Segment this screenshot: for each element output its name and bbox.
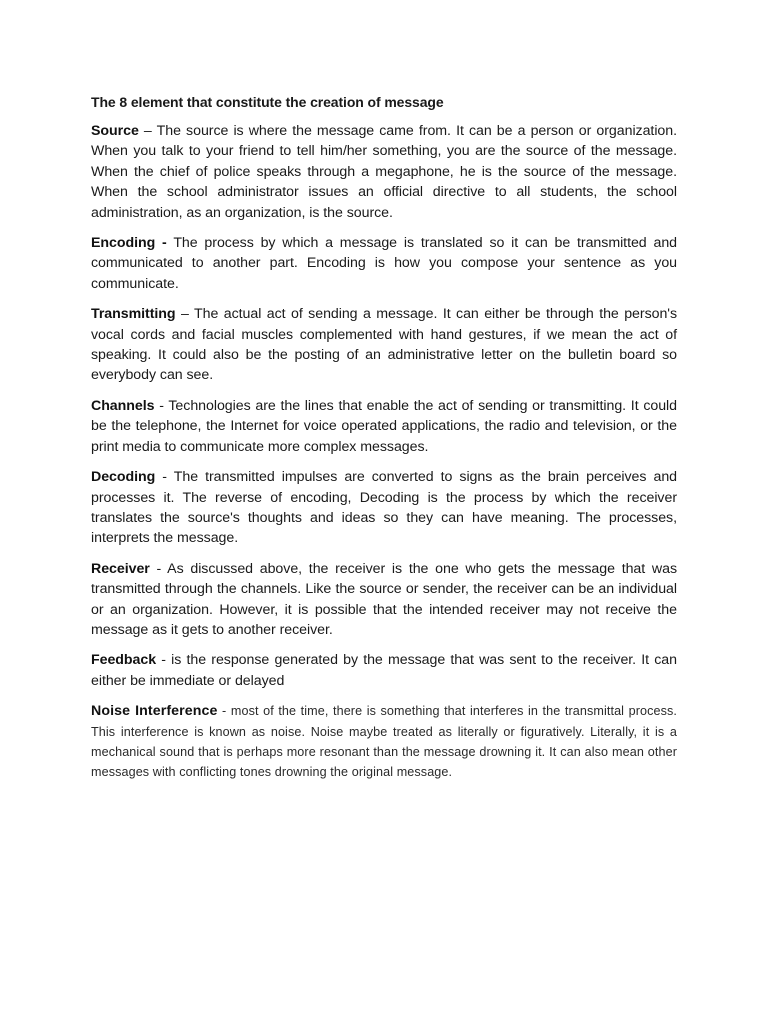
separator: - [217, 704, 231, 719]
paragraph-receiver [91, 559, 677, 641]
paragraph-transmitting [91, 304, 677, 386]
separator: - [154, 397, 169, 414]
paragraph-decoding [91, 467, 677, 549]
separator: – [138, 123, 157, 139]
paragraph-feedback [91, 650, 677, 691]
separator: - [149, 560, 168, 577]
term-noise-interference: Noise Interference [91, 703, 218, 720]
paragraph-text: is the response generated by the message that was sent to the receiver. It can either be immediate or delayed [91, 652, 677, 689]
separator: - [155, 469, 174, 486]
term-encoding: Encoding - [91, 235, 167, 252]
paragraph-text: The transmitted impulses are converted to signs as the brain perceives and processes it. The reverse of encoding, Decoding is the process by which the receiver translates the source's thoughts and ideas so they can have meaning. The processes, interprets the message. [91, 469, 677, 547]
term-receiver: Receiver [91, 560, 150, 577]
paragraph-text: The actual act of sending a message. It can either be through the person's vocal cords and facial muscles complemented with hand gestures, if we mean the act of speaking. It could also be the posting of an administrative letter on the bulletin board so everybody can see. [91, 306, 677, 384]
separator: – [175, 306, 195, 323]
term-channels: Channels [91, 397, 155, 414]
term-feedback: Feedback [91, 652, 157, 669]
paragraph-text: The process by which a message is translated so it can be transmitted and communicated to another part. Encoding is how you compose your sentence as you communicate. [91, 235, 677, 292]
term-transmitting: Transmitting [91, 306, 176, 323]
paragraph-encoding [91, 233, 677, 294]
document-page [91, 92, 677, 793]
separator: - [156, 652, 172, 669]
term-decoding: Decoding [91, 469, 156, 486]
paragraph-text: As discussed above, the receiver is the one who gets the message that was transmitted through the channels. Like the source or sender, the receiver can be an individual or an organization. However, it is possible that the intended receiver may not receive the message as it gets to another receiver. [91, 560, 677, 638]
paragraph-channels [91, 396, 677, 457]
paragraph-text: most of the time, there is something that interferes in the transmittal process. This interference is known as noise. Noise maybe treated as literally or figuratively. Literally, it is a mechanical sound that is perhaps more resonant than the message drowning it. It can also mean other messages with conflicting tones drowning the original message. [91, 704, 677, 780]
document-title: The 8 element that constitute the creation of message [91, 94, 444, 110]
term-source: Source [91, 123, 139, 139]
paragraph-text: The source is where the message came from. It can be a person or organization. When you talk to your friend to tell him/her something, you are the source of the message. When the chief of police speaks through a megaphone, he is the source of the message. When the school administrator issues an official directive to all students, the school administration, as an organization, is the source. [91, 123, 677, 221]
paragraph-text: Technologies are the lines that enable the act of sending or transmitting. It could be the telephone, the Internet for voice operated applications, the radio and television, or the print media to communicate more complex messages. [91, 397, 677, 455]
paragraph-noise-interference [91, 701, 677, 783]
paragraph-source [91, 121, 677, 223]
